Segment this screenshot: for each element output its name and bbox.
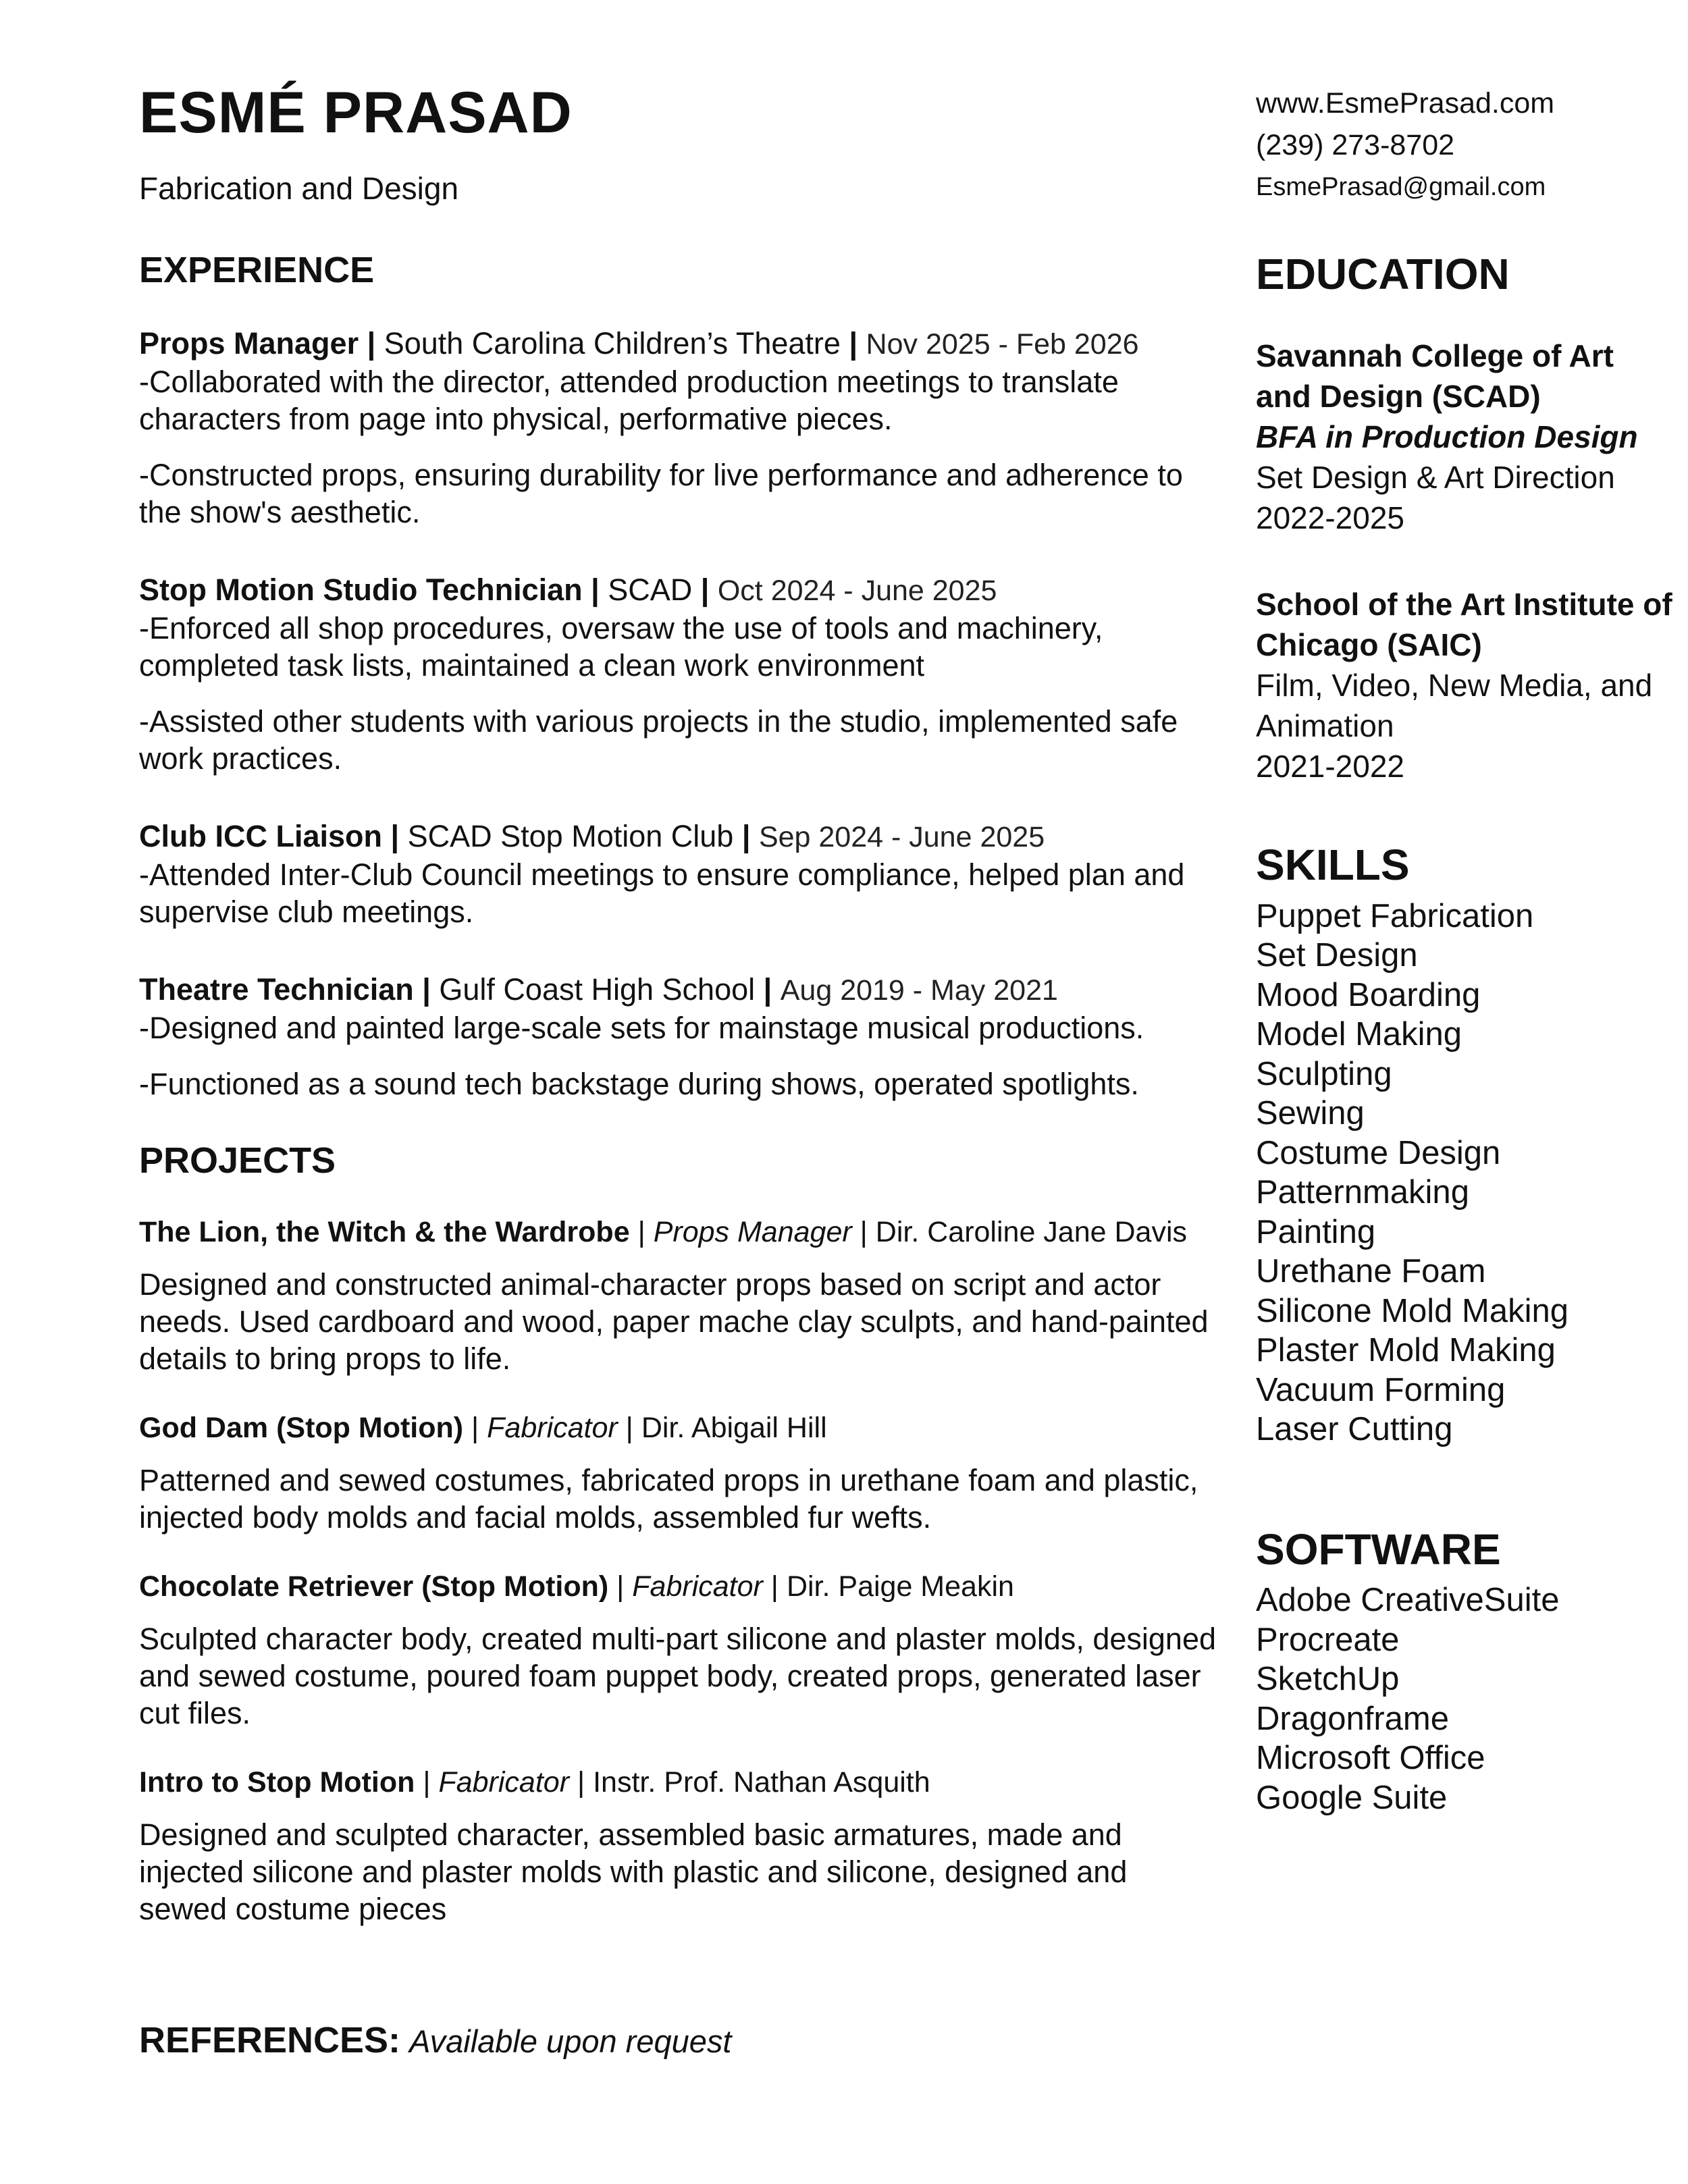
job-entry (139, 818, 1219, 930)
software-item: Google Suite (1256, 1779, 1448, 1816)
project-header: Chocolate Retriever (Stop Motion) | Fabricator | Dir. Paige Meakin (139, 1570, 1014, 1603)
project-header: God Dam (Stop Motion) | Fabricator | Dir. Abigail Hill (139, 1411, 827, 1444)
job-dates: Sep 2024 - June 2025 (758, 820, 1045, 853)
contact-email[interactable]: EsmePrasad@gmail.com (1256, 173, 1546, 201)
skill-item: Sewing (1256, 1095, 1365, 1132)
project-title: Chocolate Retriever (Stop Motion) (139, 1570, 609, 1603)
job-org: Gulf Coast High School (439, 971, 756, 1007)
references-label: REFERENCES: (139, 2020, 401, 2060)
skill-item: Vacuum Forming (1256, 1371, 1506, 1408)
edu-focus: Film, Video, New Media, and Animation (1256, 667, 1653, 743)
project-title: Intro to Stop Motion (139, 1765, 415, 1799)
skills-section (1256, 839, 1674, 1449)
resume-subtitle: Fabrication and Design (139, 171, 459, 206)
skill-item: Mood Boarding (1256, 976, 1481, 1013)
job-dates: Oct 2024 - June 2025 (717, 574, 997, 607)
skill-item: Costume Design (1256, 1134, 1501, 1171)
contact-phone: (239) 273-8702 (1256, 129, 1455, 161)
project-title: God Dam (Stop Motion) (139, 1411, 464, 1444)
project-entry (139, 1764, 1219, 1927)
skills-heading: SKILLS (1256, 840, 1410, 889)
project-title: The Lion, the Witch & the Wardrobe (139, 1215, 630, 1248)
software-list (1256, 1580, 1674, 1817)
job-role: Stop Motion Studio Technician (139, 572, 583, 607)
software-item: SketchUp (1256, 1661, 1400, 1698)
edu-degree: BFA in Production Design (1256, 419, 1638, 454)
job-entry (139, 325, 1219, 531)
software-item: Adobe CreativeSuite (1256, 1582, 1560, 1619)
skill-item: Set Design (1256, 937, 1418, 974)
job-header: Theatre Technician | Gulf Coast High School | Aug 2019 - May 2021 (139, 971, 1058, 1007)
main-column (139, 248, 1219, 1927)
project-director: Dir. Caroline Jane Davis (875, 1215, 1188, 1248)
job-header: Stop Motion Studio Technician | SCAD | Oct 2024 - June 2025 (139, 572, 997, 607)
job-role: Club ICC Liaison (139, 818, 382, 853)
project-header: The Lion, the Witch & the Wardrobe | Props Manager | Dir. Caroline Jane Davis (139, 1215, 1188, 1248)
edu-focus: Set Design & Art Direction (1256, 459, 1615, 495)
education-entry (1256, 336, 1674, 538)
skill-item: Plaster Mold Making (1256, 1332, 1556, 1369)
references-value: Available upon request (409, 2023, 732, 2059)
skill-item: Patternmaking (1256, 1174, 1469, 1211)
project-description: Designed and constructed animal-character props based on script and actor needs. Used cardboard and wood, paper mache clay sculpts, and hand-painted details to bring props to life. (139, 1267, 1209, 1376)
education-entry (1256, 584, 1674, 787)
job-role: Props Manager (139, 325, 359, 361)
job-bullet: -Attended Inter-Club Council meetings to ensure compliance, helped plan and supervise club meetings. (139, 857, 1185, 929)
job-entry (139, 571, 1219, 777)
project-director: Instr. Prof. Nathan Asquith (593, 1765, 930, 1799)
job-entry (139, 971, 1219, 1102)
job-bullet: -Constructed props, ensuring durability for live performance and adherence to the show's aesthetic. (139, 457, 1183, 529)
skill-item: Model Making (1256, 1016, 1462, 1053)
skill-item: Silicone Mold Making (1256, 1292, 1568, 1329)
edu-years: 2022-2025 (1256, 500, 1404, 535)
job-org: South Carolina Children’s Theatre (384, 325, 841, 361)
edu-years: 2021-2022 (1256, 748, 1404, 784)
job-org: SCAD (608, 572, 693, 607)
job-bullet: -Enforced all shop procedures, oversaw the use of tools and machinery, completed task lists, maintained a clean work environment (139, 610, 1103, 683)
project-role: Props Manager (653, 1215, 852, 1248)
side-column (1256, 248, 1674, 1817)
project-role: Fabricator (438, 1765, 570, 1799)
software-item: Procreate (1256, 1621, 1400, 1658)
references-line (139, 2019, 731, 2062)
job-role: Theatre Technician (139, 971, 414, 1007)
project-description: Patterned and sewed costumes, fabricated props in urethane foam and plastic, injected body molds and facial molds, assembled fur wefts. (139, 1462, 1198, 1535)
job-header: Club ICC Liaison | SCAD Stop Motion Club | Sep 2024 - June 2025 (139, 818, 1045, 853)
job-bullet: -Assisted other students with various projects in the studio, implemented safe work practices. (139, 703, 1178, 776)
job-org: SCAD Stop Motion Club (407, 818, 734, 853)
project-entry (139, 1410, 1219, 1536)
education-heading: EDUCATION (1256, 250, 1510, 298)
project-header: Intro to Stop Motion | Fabricator | Instr. Prof. Nathan Asquith (139, 1765, 930, 1799)
resume-name: ESMÉ PRASAD (139, 80, 573, 145)
skill-item: Painting (1256, 1213, 1376, 1250)
skill-item: Laser Cutting (1256, 1411, 1453, 1448)
skills-list (1256, 897, 1674, 1449)
job-bullet: -Designed and painted large-scale sets for mainstage musical productions. (139, 1010, 1144, 1045)
skill-item: Puppet Fabrication (1256, 897, 1534, 934)
job-header: Props Manager | South Carolina Children’s Theatre | Nov 2025 - Feb 2026 (139, 325, 1139, 361)
experience-heading: EXPERIENCE (139, 250, 375, 290)
software-heading: SOFTWARE (1256, 1524, 1501, 1574)
job-dates: Aug 2019 - May 2021 (780, 974, 1058, 1007)
contact-website[interactable]: www.EsmePrasad.com (1256, 87, 1555, 119)
project-description: Sculpted character body, created multi-part silicone and plaster molds, designed and sewed costume, poured foam puppet body, created props, generated laser cut files. (139, 1621, 1217, 1730)
job-dates: Nov 2025 - Feb 2026 (866, 327, 1139, 361)
edu-school: Savannah College of Art and Design (SCAD) (1256, 338, 1614, 414)
skill-item: Sculpting (1256, 1055, 1392, 1092)
edu-school: School of the Art Institute of Chicago (SAIC) (1256, 586, 1672, 662)
project-role: Fabricator (487, 1411, 618, 1444)
skill-item: Urethane Foam (1256, 1253, 1486, 1290)
software-section (1256, 1524, 1674, 1818)
software-item: Dragonframe (1256, 1700, 1449, 1737)
project-entry (139, 1568, 1219, 1732)
projects-heading: PROJECTS (139, 1140, 336, 1181)
project-entry (139, 1214, 1219, 1377)
contact-block (1256, 82, 1554, 208)
job-bullet: -Functioned as a sound tech backstage during shows, operated spotlights. (139, 1066, 1139, 1101)
project-director: Dir. Paige Meakin (786, 1570, 1014, 1603)
project-role: Fabricator (632, 1570, 763, 1603)
job-bullet: -Collaborated with the director, attended production meetings to translate characters from page into physical, performative pieces. (139, 364, 1119, 436)
project-description: Designed and sculpted character, assembled basic armatures, made and injected silicone and plaster molds with plastic and silicone, designed and sewed costume pieces (139, 1817, 1128, 1926)
project-director: Dir. Abigail Hill (641, 1411, 827, 1444)
software-item: Microsoft Office (1256, 1740, 1485, 1777)
